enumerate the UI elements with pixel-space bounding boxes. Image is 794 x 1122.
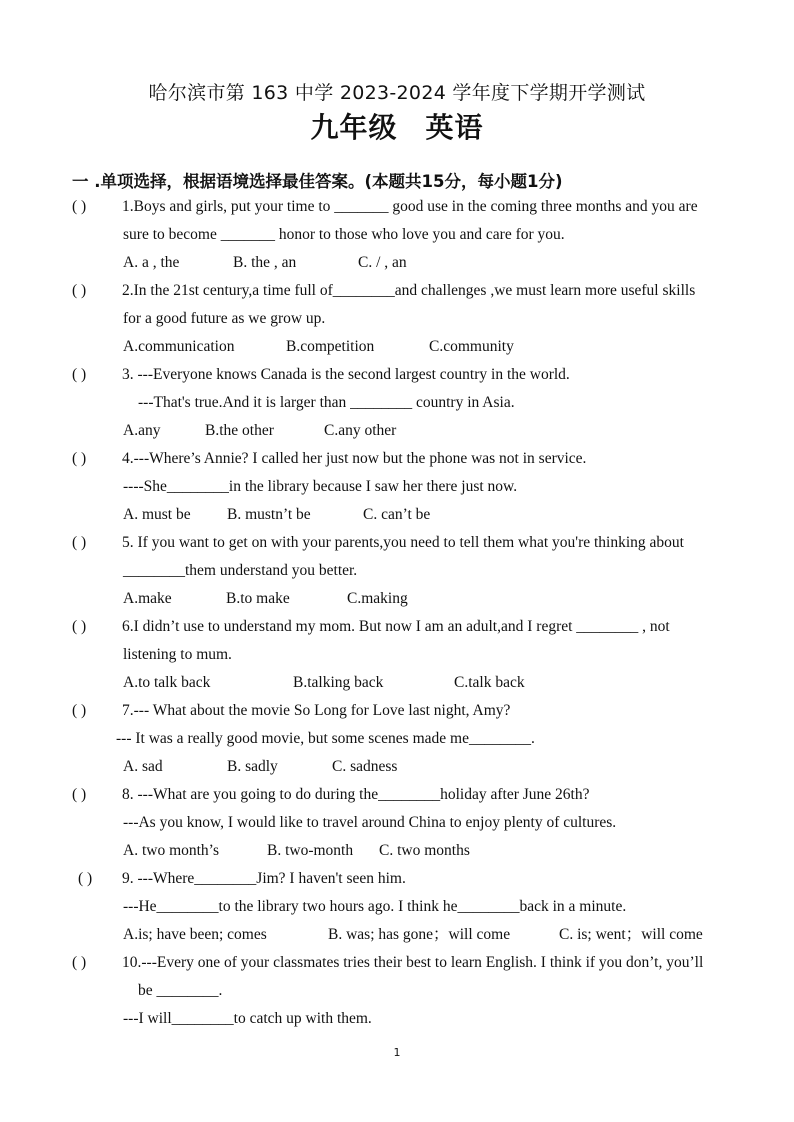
option-c: C. / , an	[358, 254, 407, 271]
exam-subtitle	[0, 106, 794, 146]
question-text: ---As you know, I would like to travel around China to enjoy plenty of cultures.	[123, 814, 617, 831]
option-b: B.the other	[205, 422, 274, 439]
answer-blank[interactable]: ( )	[72, 366, 87, 383]
answer-blank[interactable]: ( )	[72, 450, 87, 467]
question-text: 6.I didn’t use to understand my mom. But now I am an adult,and I regret ________ , not	[122, 618, 670, 635]
question-4	[72, 445, 734, 529]
answer-blank[interactable]: ( )	[72, 786, 87, 803]
question-8	[72, 781, 734, 865]
answer-blank[interactable]: ( )	[72, 282, 87, 299]
question-text: ________them understand you better.	[123, 562, 358, 579]
option-c: C.any other	[324, 422, 397, 439]
question-text: ---That's true.And it is larger than ________ country in Asia.	[138, 394, 515, 411]
question-text: 5. If you want to get on with your parents,you need to tell them what you're thinking about	[122, 534, 684, 551]
option-c: C. can’t be	[363, 506, 431, 523]
subject-label: 英语	[425, 111, 484, 144]
answer-blank[interactable]: ( )	[72, 954, 87, 971]
option-a: A.to talk back	[123, 674, 211, 691]
option-c: C. is; went；will come	[559, 926, 703, 943]
option-b: B.talking back	[293, 674, 384, 691]
question-text: for a good future as we grow up.	[123, 310, 326, 327]
question-9	[72, 865, 734, 949]
question-7	[72, 697, 734, 781]
option-b: B.competition	[286, 338, 375, 355]
answer-blank[interactable]: ( )	[78, 870, 93, 887]
option-a: A. sad	[123, 758, 163, 775]
question-text: sure to become _______ honor to those who love you and care for you.	[123, 226, 565, 243]
question-text: 9. ---Where________Jim? I haven't seen him.	[122, 870, 406, 887]
option-c: C.making	[347, 590, 408, 607]
question-text: ---I will________to catch up with them.	[123, 1010, 372, 1027]
answer-blank[interactable]: ( )	[72, 198, 87, 215]
option-a: A.communication	[123, 338, 235, 355]
question-text: ----She________in the library because I saw her there just now.	[123, 478, 518, 495]
option-a: A.any	[123, 422, 161, 439]
option-a: A. two month’s	[123, 842, 220, 859]
question-6	[72, 613, 734, 697]
question-text: 10.---Every one of your classmates tries their best to learn English. I think if you don’t, you’ll	[122, 954, 704, 971]
question-10	[72, 949, 734, 1033]
option-a: A. must be	[123, 506, 191, 523]
section-heading: 一 .单项选择，根据语境选择最佳答案。(本题共15分，每小题1分)	[72, 172, 563, 191]
option-c: C. two months	[379, 842, 470, 859]
question-text: be ________.	[138, 982, 223, 999]
question-text: 4.---Where’s Annie? I called her just now but the phone was not in service.	[122, 450, 587, 467]
question-5	[72, 529, 734, 613]
option-b: B. sadly	[227, 758, 278, 775]
option-b: B. the , an	[233, 254, 297, 271]
question-2	[72, 277, 734, 361]
question-1	[72, 193, 734, 277]
grade-label: 九年级	[310, 111, 398, 144]
option-c: C. sadness	[332, 758, 398, 775]
option-a: A.is; have been; comes	[123, 926, 267, 943]
question-text: --- It was a really good movie, but some scenes made me________.	[116, 730, 535, 747]
exam-title: 哈尔滨市第 163 中学 2023-2024 学年度下学期开学测试	[148, 82, 646, 104]
option-b: B. two-month	[267, 842, 354, 859]
option-b: B. was; has gone；will come	[328, 926, 511, 943]
answer-blank[interactable]: ( )	[72, 702, 87, 719]
option-a: A. a , the	[123, 254, 180, 271]
option-c: C.community	[429, 338, 514, 355]
option-a: A.make	[123, 590, 172, 607]
question-text: 7.--- What about the movie So Long for Love last night, Amy?	[122, 702, 511, 719]
option-c: C.talk back	[454, 674, 525, 691]
option-b: B. mustn’t be	[227, 506, 311, 523]
answer-blank[interactable]: ( )	[72, 534, 87, 551]
option-b: B.to make	[226, 590, 290, 607]
answer-blank[interactable]: ( )	[72, 618, 87, 635]
question-text: 3. ---Everyone knows Canada is the second largest country in the world.	[122, 366, 570, 383]
page-number: 1	[393, 1046, 401, 1059]
question-3	[72, 361, 734, 445]
question-text: ---He________to the library two hours ago. I think he________back in a minute.	[123, 898, 627, 915]
question-text: 2.In the 21st century,a time full of________and challenges ,we must learn more useful skills	[122, 282, 696, 299]
question-text: 8. ---What are you going to do during the________holiday after June 26th?	[122, 786, 590, 803]
question-text: listening to mum.	[123, 646, 232, 663]
question-text: 1.Boys and girls, put your time to _______ good use in the coming three months and you are	[122, 198, 698, 215]
